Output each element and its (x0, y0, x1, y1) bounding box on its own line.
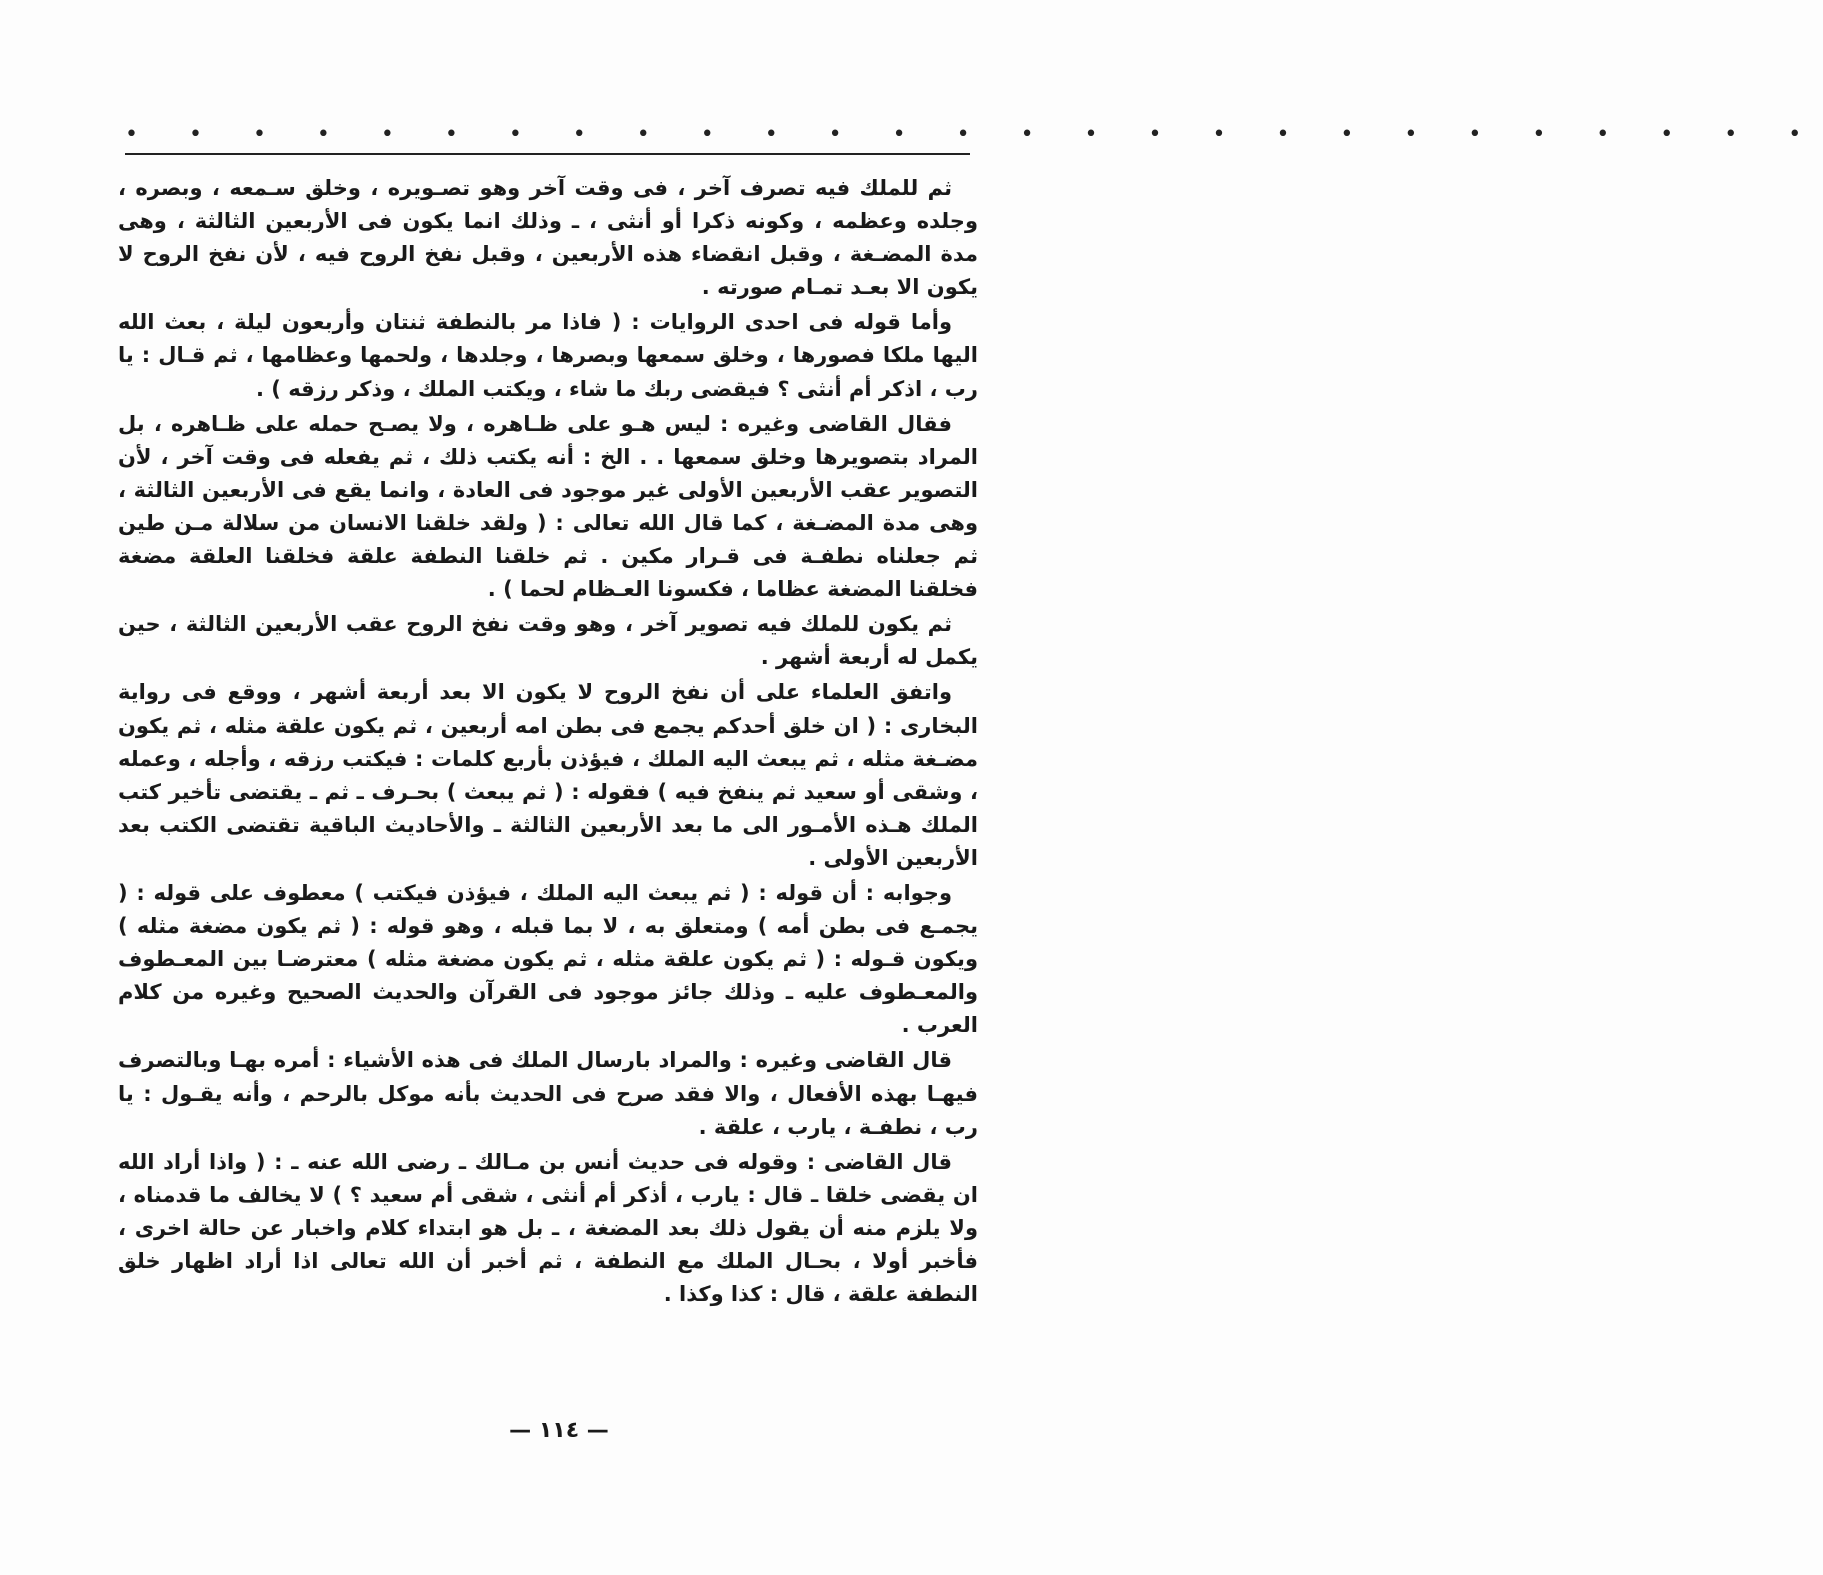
paragraph: قال القاضى : وقوله فى حديث أنس بن مـالك ـ رضى الله عنه ـ : ( واذا أراد الله ان يقضى خلقا ـ قال : يارب ، أذكر أم أنثى ، شقى أم سعيد ؟ ) لا يخالف ما قدمناه ، ولا يلزم منه أن يقول ذلك بعد المضغة ، ـ بل هو ابتداء كلام واخبار عن حالة اخرى ، فأخبر أولا ، بحـال الملك مع النطفة ، ثم أخبر أن الله تعالى اذا أراد اظهار خلق النطفة علقة ، قال : كذا وكذا . (118, 1149, 978, 1307)
paragraph: ثم للملك فيه تصرف آخر ، فى وقت آخر وهو تصـويره ، وخلق سـمعه ، وبصره ، وجلده وعظمه ، وكونه ذكرا أو أنثى ، ـ وذلك انما يكون فى الأربعين الثالثة ، وهى مدة المضـغة ، وقبل انقضاء هذه الأربعين ، وقبل نفخ الروح فيه ، لأن نفخ الروح لا يكون الا بعـد تمـام صورته . (118, 176, 978, 300)
page-number: — ١١٤ — (509, 1418, 609, 1443)
paragraph: وأما قوله فى احدى الروايات : ( فاذا مر بالنطفة ثنتان وأربعون ليلة ، بعث الله اليها ملكا فصورها ، وخلق سمعها وبصرها ، وجلدها ، ولحمها وعظامها ، ثم قـال : يا رب ، اذكر أم أنثى ؟ فيقضى ربك ما شاء ، ويكتب الملك ، وذكر رزقه ) . (118, 310, 978, 401)
paragraph: واتفق العلماء على أن نفخ الروح لا يكون الا بعد أربعة أشهر ، ووقع فى رواية البخارى : ( ان خلق أحدكم يجمع فى بطن امه أربعين ، ثم يكون علقة مثله ، ثم يكون مضـغة مثله ، ثم يبعث اليه الملك ، فيؤذن بأربع كلمات : فيكتب رزقه ، وأجله ، وعمله ، وشقى أو سعيد ثم ينفخ فيه ) فقوله : ( ثم يبعث ) بحـرف ـ ثم ـ يقتضى تأخير كتب الملك هـذه الأمـور الى ما بعد الأربعين الثالثة ـ والأحاديث الباقية تقتضى الكتب بعد الأربعين الأولى . (118, 680, 978, 870)
paragraph: قال القاضى وغيره : والمراد بارسال الملك فى هذه الأشياء : أمره بهـا وبالتصرف فيهـا بهذه الأفعال ، والا فقد صرح فى الحديث بأنه موكل بالرحم ، وأنه يقـول : يا رب ، نطفـة ، يارب ، علقة . (118, 1048, 978, 1139)
paragraph: وجوابه : أن قوله : ( ثم يبعث اليه الملك ، فيؤذن فيكتب ) معطوف على قوله : ( يجمـع فى بطن أمه ) ومتعلق به ، لا بما قبله ، وهو قوله : ( ثم يكون مضغة مثله ) ويكون قـوله : ( ثم يكون علقة مثله ، ثم يكون مضغة مثله ) معترضـا بين المعـطوف والمعـطوف عليه ـ وذلك جائز موجود فى القرآن والحديث الصحيح وغيره من كلام العرب . (118, 880, 978, 1038)
body-text (118, 172, 978, 1313)
paragraph: ثم يكون للملك فيه تصوير آخر ، وهو وقت نفخ الروح عقب الأربعين الثالثة ، حين يكمل له أربعة أشهر . (118, 612, 978, 670)
header-rule (125, 153, 970, 155)
paragraph: فقال القاضى وغيره : ليس هـو على ظـاهره ، ولا يصـح حمله على ظـاهره ، بل المراد بتصويرها وخلق سمعها . . الخ : أنه يكتب ذلك ، ثم يفعله فى وقت آخر ، لأن التصوير عقب الأربعين الأولى غير موجود فى العادة ، وانما يقع فى الأربعين الثالثة ، وهى مدة المضـغة ، كما قال الله تعالى : ( ولقد خلقنا الانسان من سلالة مـن طين ثم جعلناه نطفـة فى قـرار مكين . ثم خلقنا النطفة علقة فخلقنا العلقة مضغة فخلقنا المضغة عظاما ، فكسونا العـظام لحما ) . (118, 411, 978, 602)
header-dots-ornament: • • • • • • • • • • • • • • • • • • • • • • • • • • • (125, 122, 1823, 147)
